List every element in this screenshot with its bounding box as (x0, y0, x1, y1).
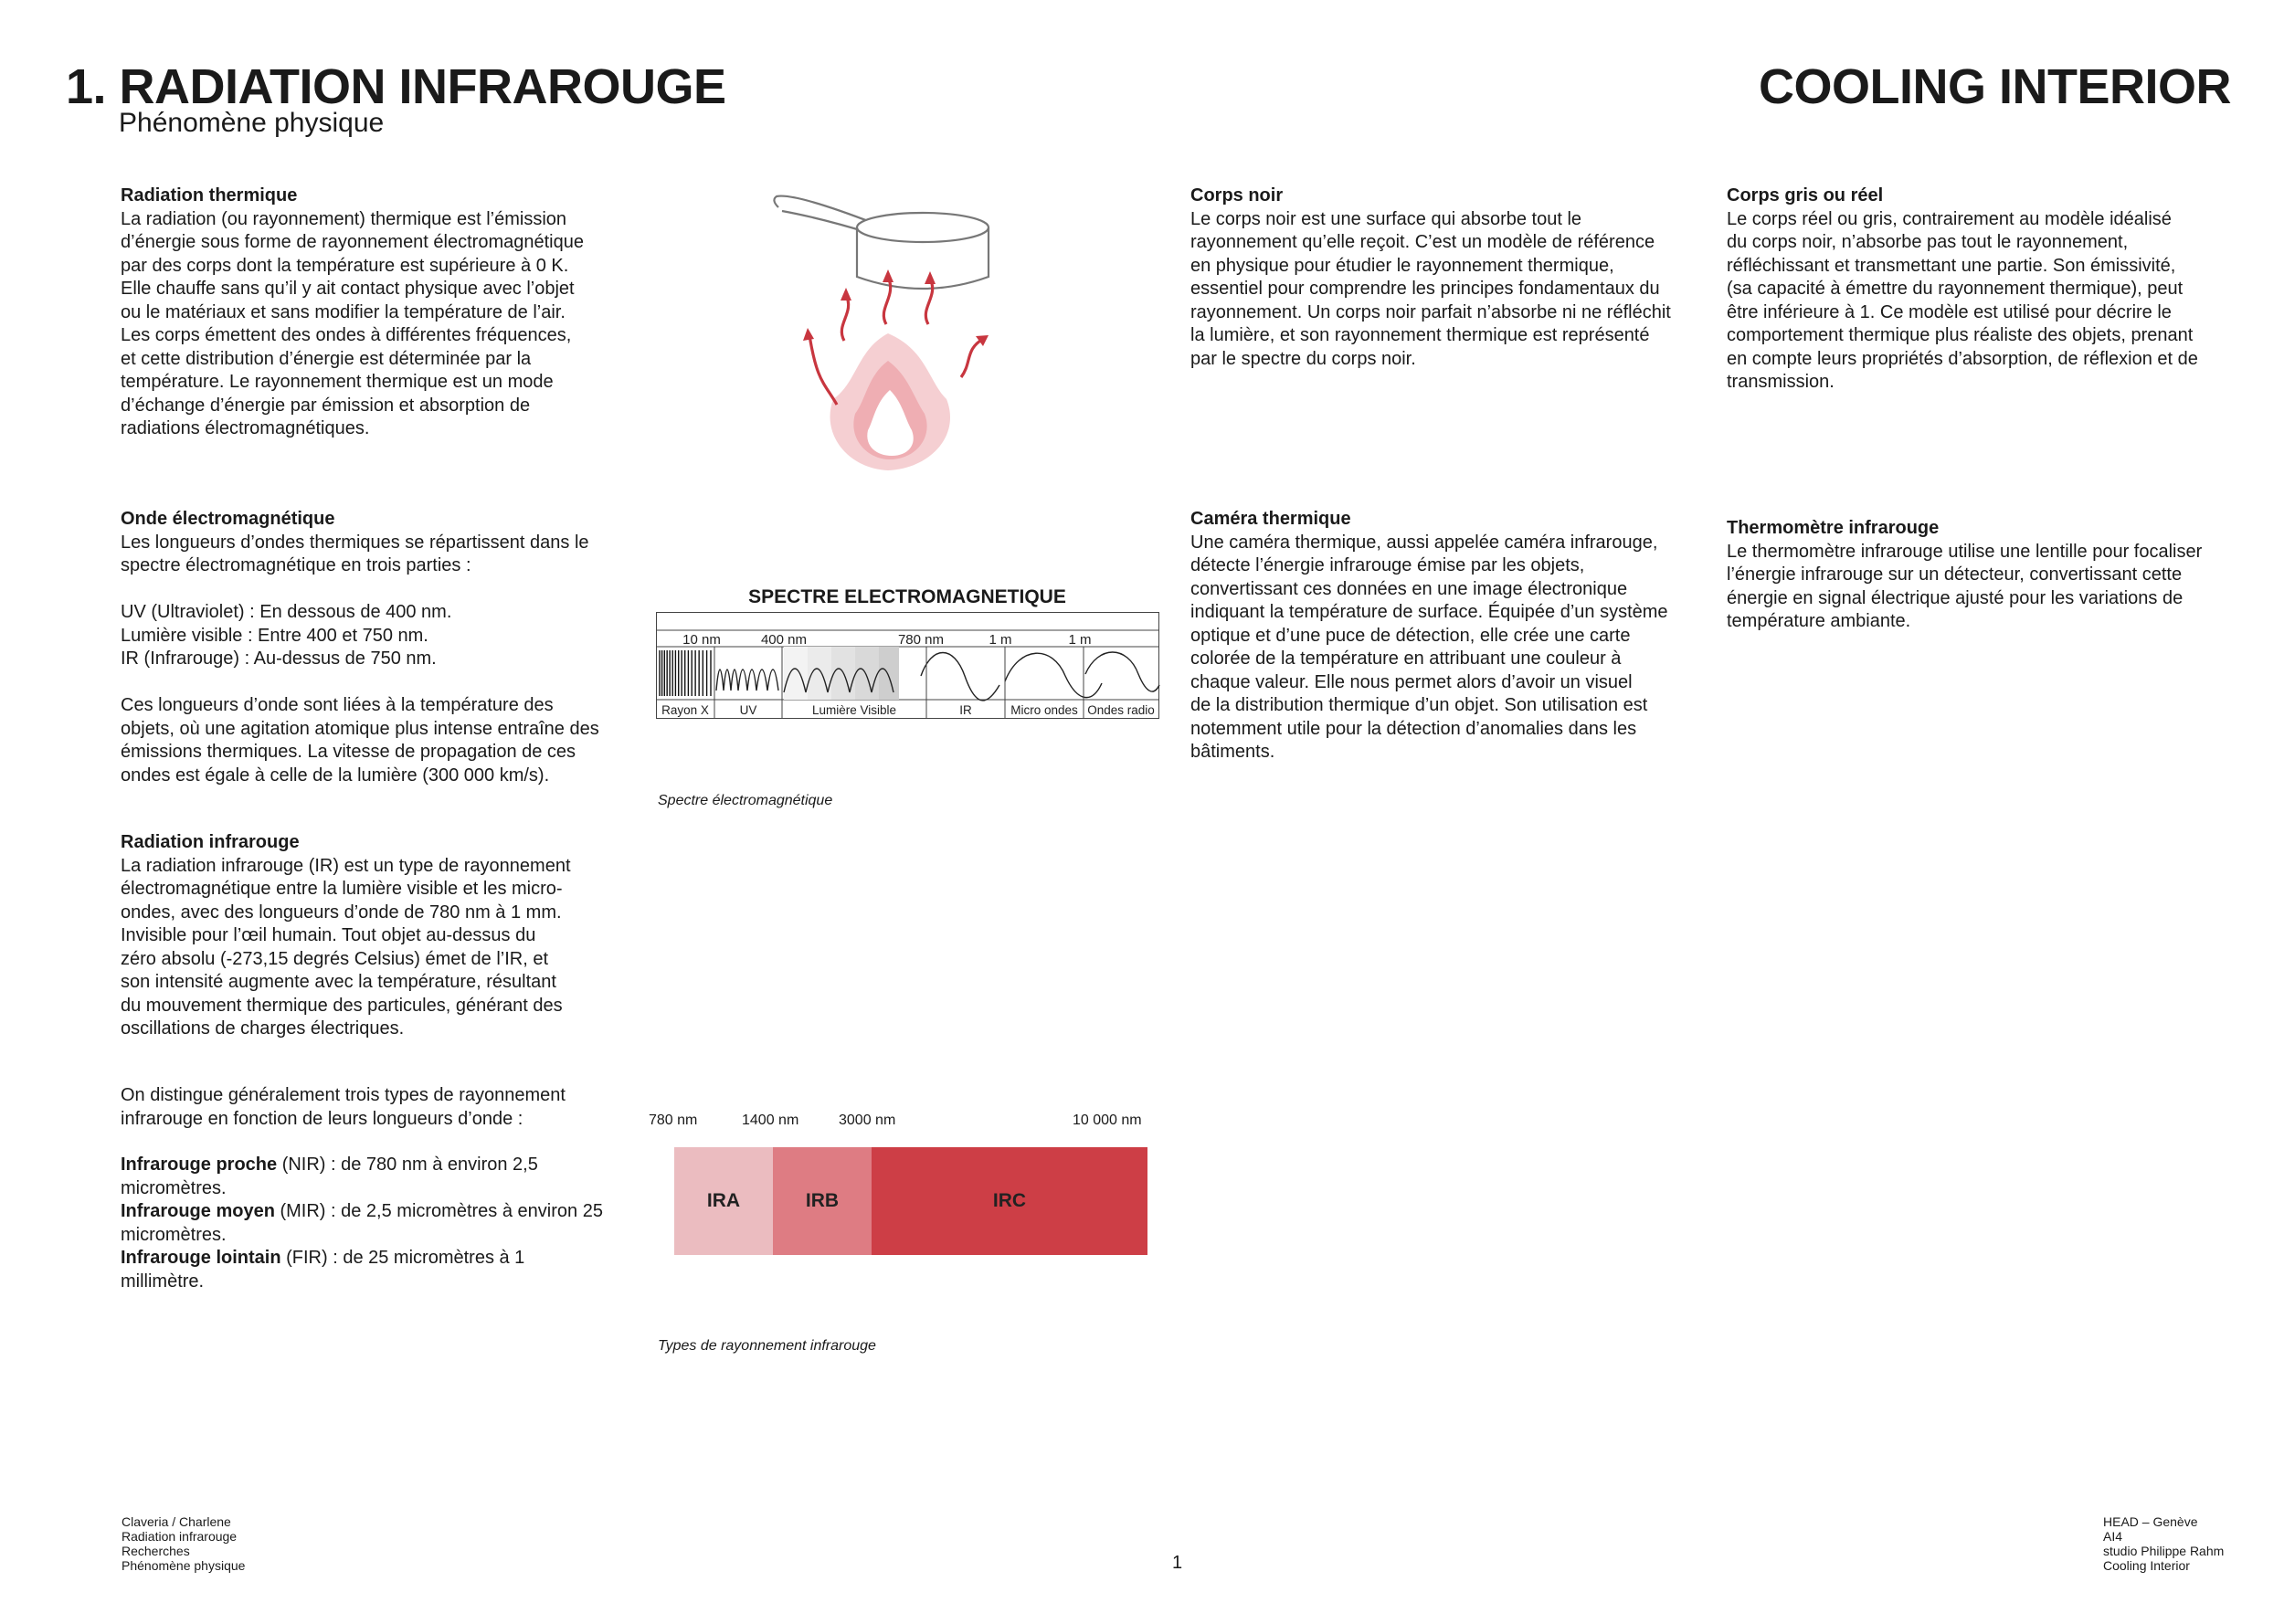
spectrum-caption: Spectre électromagnétique (658, 793, 833, 808)
spectrum-wavelength: 400 nm (760, 632, 808, 648)
spectrum-wavelength: 10 nm (682, 632, 721, 648)
spectrum-wavelength: 1 m (989, 632, 1012, 648)
type-fir-desc: (FIR) : de 25 micromètres à 1 millimètre. (121, 1248, 525, 1292)
section-thermometre (1727, 517, 2257, 634)
type-mir (121, 1200, 632, 1247)
footer-right: HEAD – Genève AI4 studio Philippe Rahm Cooling Interior (2103, 1514, 2225, 1573)
ir-tick-label: 780 nm (649, 1113, 698, 1128)
section-body: La radiation (ou rayonnement) thermique est l’émission d’énergie sous forme de rayonnement électromagnétique par des corps dont la température est supérieure à 0 K. Elle chauffe sans qu’il y ait contact physique avec l’objet ou le matériaux et sans modifier la température de l’air. Les corps émettent des ondes à différentes fréquences, et cette distribution d’énergie est déterminée par la température. Le rayonnement thermique est un mode d’échange d’énergie par émission et absorption de radiations électromagnétiques. (121, 208, 584, 438)
section-radiation-infrarouge (121, 831, 632, 1041)
spectrum-band-label: Rayon X (661, 703, 709, 717)
section-heading: Corps noir (1190, 185, 1284, 206)
section-heading: Corps gris ou réel (1727, 185, 1884, 206)
type-nir (121, 1154, 632, 1200)
spectrum-title: SPECTRE ELECTROMAGNETIQUE (748, 586, 1066, 607)
electromagnetic-spectrum-diagram (656, 612, 1160, 722)
spectrum-band-label: Ondes radio (1087, 703, 1155, 717)
section-types-infrarouge (121, 1084, 632, 1293)
spectrum-wavelength: 1 m (1068, 632, 1092, 648)
section-body: Le corps réel ou gris, contrairement au modèle idéalisé du corps noir, n’absorbe pas tout le rayonnement, réfléchissant et transmettant une partie. Son émissivité, (sa capacité à émettre du rayonnement thermique), peut être inférieure à 1. Ce modèle est utilisé pour décrire le comportement thermique plus réaliste des objets, prenant en compte leurs propriétés d’absorption, de réflexion et de transmission. (1727, 208, 2198, 392)
section-heading: Onde électromagnétique (121, 509, 335, 529)
section-body: Une caméra thermique, aussi appelée caméra infrarouge, détecte l’énergie infrarouge émise par les objets, convertissant ces données en une image électronique indiquant la température de surface. Équipée d’un système optique et d’une puce de détection, elle crée une carte colorée de la température en attribuant une couleur à chaque valeur. Elle nous permet alors d’avoir un visuel de la distribution thermique d’un objet. Son utilisation est notemment utile pour la détection d’anomalies dans les bâtiments. (1190, 532, 1668, 762)
section-body: Les longueurs d’ondes thermiques se répartissent dans le spectre électromagnétique en trois parties : UV (Ultraviolet) : En dessous de 400 nm. Lumière visible : Entre 400 et 750 nm. IR (Infrarouge) : Au-dessus de 750 nm. Ces longueurs d’onde sont liées à la température des objets, où une agitation atomique plus intense entraîne des émissions thermiques. La vitesse de propagation de ces ondes est égale à celle de la lumière (300 000 km/s). (121, 532, 599, 786)
type-nir-desc: (NIR) : de 780 nm à environ 2,5 micromètres. (121, 1155, 538, 1198)
page-subtitle: Phénomène physique (119, 108, 385, 138)
ir-tick-label: 1400 nm (742, 1113, 799, 1128)
section-corps-gris (1727, 185, 2257, 395)
section-heading: Caméra thermique (1190, 509, 1351, 529)
ir-band-irb: IRB (773, 1147, 872, 1255)
ir-tick-label: 10 000 nm (1073, 1113, 1142, 1128)
section-heading: Thermomètre infrarouge (1727, 518, 1940, 538)
types-intro: On distingue généralement trois types de rayonnement infrarouge en fonction de leurs longueurs d’onde : (121, 1085, 566, 1129)
ir-types-caption: Types de rayonnement infrarouge (658, 1338, 876, 1354)
section-body: La radiation infrarouge (IR) est un type de rayonnement électromagnétique entre la lumière visible et les micro- ondes, avec des longueurs d’onde de 780 nm à 1 mm. Invisible pour l’œil humain. Tout objet au-dessus du zéro absolu (-273,15 degrés Celsius) émet de l’IR, et son intensité augmente avec la température, résultant du mouvement thermique des particules, générant des oscillations de charges électriques. (121, 855, 571, 1039)
type-nir-name: Infrarouge proche (121, 1155, 278, 1175)
flame-icon (830, 333, 950, 470)
section-radiation-thermique (121, 185, 632, 441)
ir-band-irc: IRC (872, 1147, 1147, 1255)
spectrum-wavelength: 780 nm (897, 632, 945, 648)
type-mir-name: Infrarouge moyen (121, 1201, 275, 1221)
type-fir (121, 1247, 632, 1293)
type-mir-desc: (MIR) : de 2,5 micromètres à environ 25 micromètres. (121, 1201, 603, 1245)
type-fir-name: Infrarouge lointain (121, 1248, 281, 1268)
ir-tick-label: 3000 nm (839, 1113, 896, 1128)
section-heading: Radiation thermique (121, 185, 298, 206)
pot-icon (774, 196, 989, 289)
ir-band-ira: IRA (674, 1147, 773, 1255)
spectrum-band-label: Lumière Visible (811, 703, 897, 717)
section-corps-noir (1190, 185, 1702, 371)
spectrum-band-label: IR (959, 703, 972, 717)
spectrum-band-label: UV (739, 703, 757, 717)
section-body: Le corps noir est une surface qui absorbe tout le rayonnement qu’elle reçoit. C’est un modèle de référence en physique pour étudier le rayonnement thermique, essentiel pour comprendre les principes fondamentaux du rayonnement. Un corps noir parfait n’absorbe ni ne réfléchit la lumière, et son rayonnement thermique est représenté par le spectre du corps noir. (1190, 208, 1671, 369)
section-heading: Radiation infrarouge (121, 832, 300, 852)
spectrum-band-label: Micro ondes (1010, 703, 1078, 717)
page-number: 1 (1172, 1553, 1183, 1573)
pot-flame-illustration (767, 187, 1005, 480)
ir-types-bar (674, 1147, 1147, 1255)
page-title: 1. RADIATION INFRAROUGE (66, 59, 726, 114)
section-camera-thermique (1190, 508, 1702, 765)
footer-left: Claveria / Charlene Radiation infrarouge Recherches Phénomène physique (122, 1514, 246, 1573)
project-title: COOLING INTERIOR (1759, 59, 2231, 114)
section-onde-electromagnetique (121, 508, 632, 787)
section-body: Le thermomètre infrarouge utilise une lentille pour focaliser l’énergie infrarouge sur un détecteur, convertissant cette énergie en signal électrique ajusté pour les variations de température ambiante. (1727, 541, 2203, 631)
